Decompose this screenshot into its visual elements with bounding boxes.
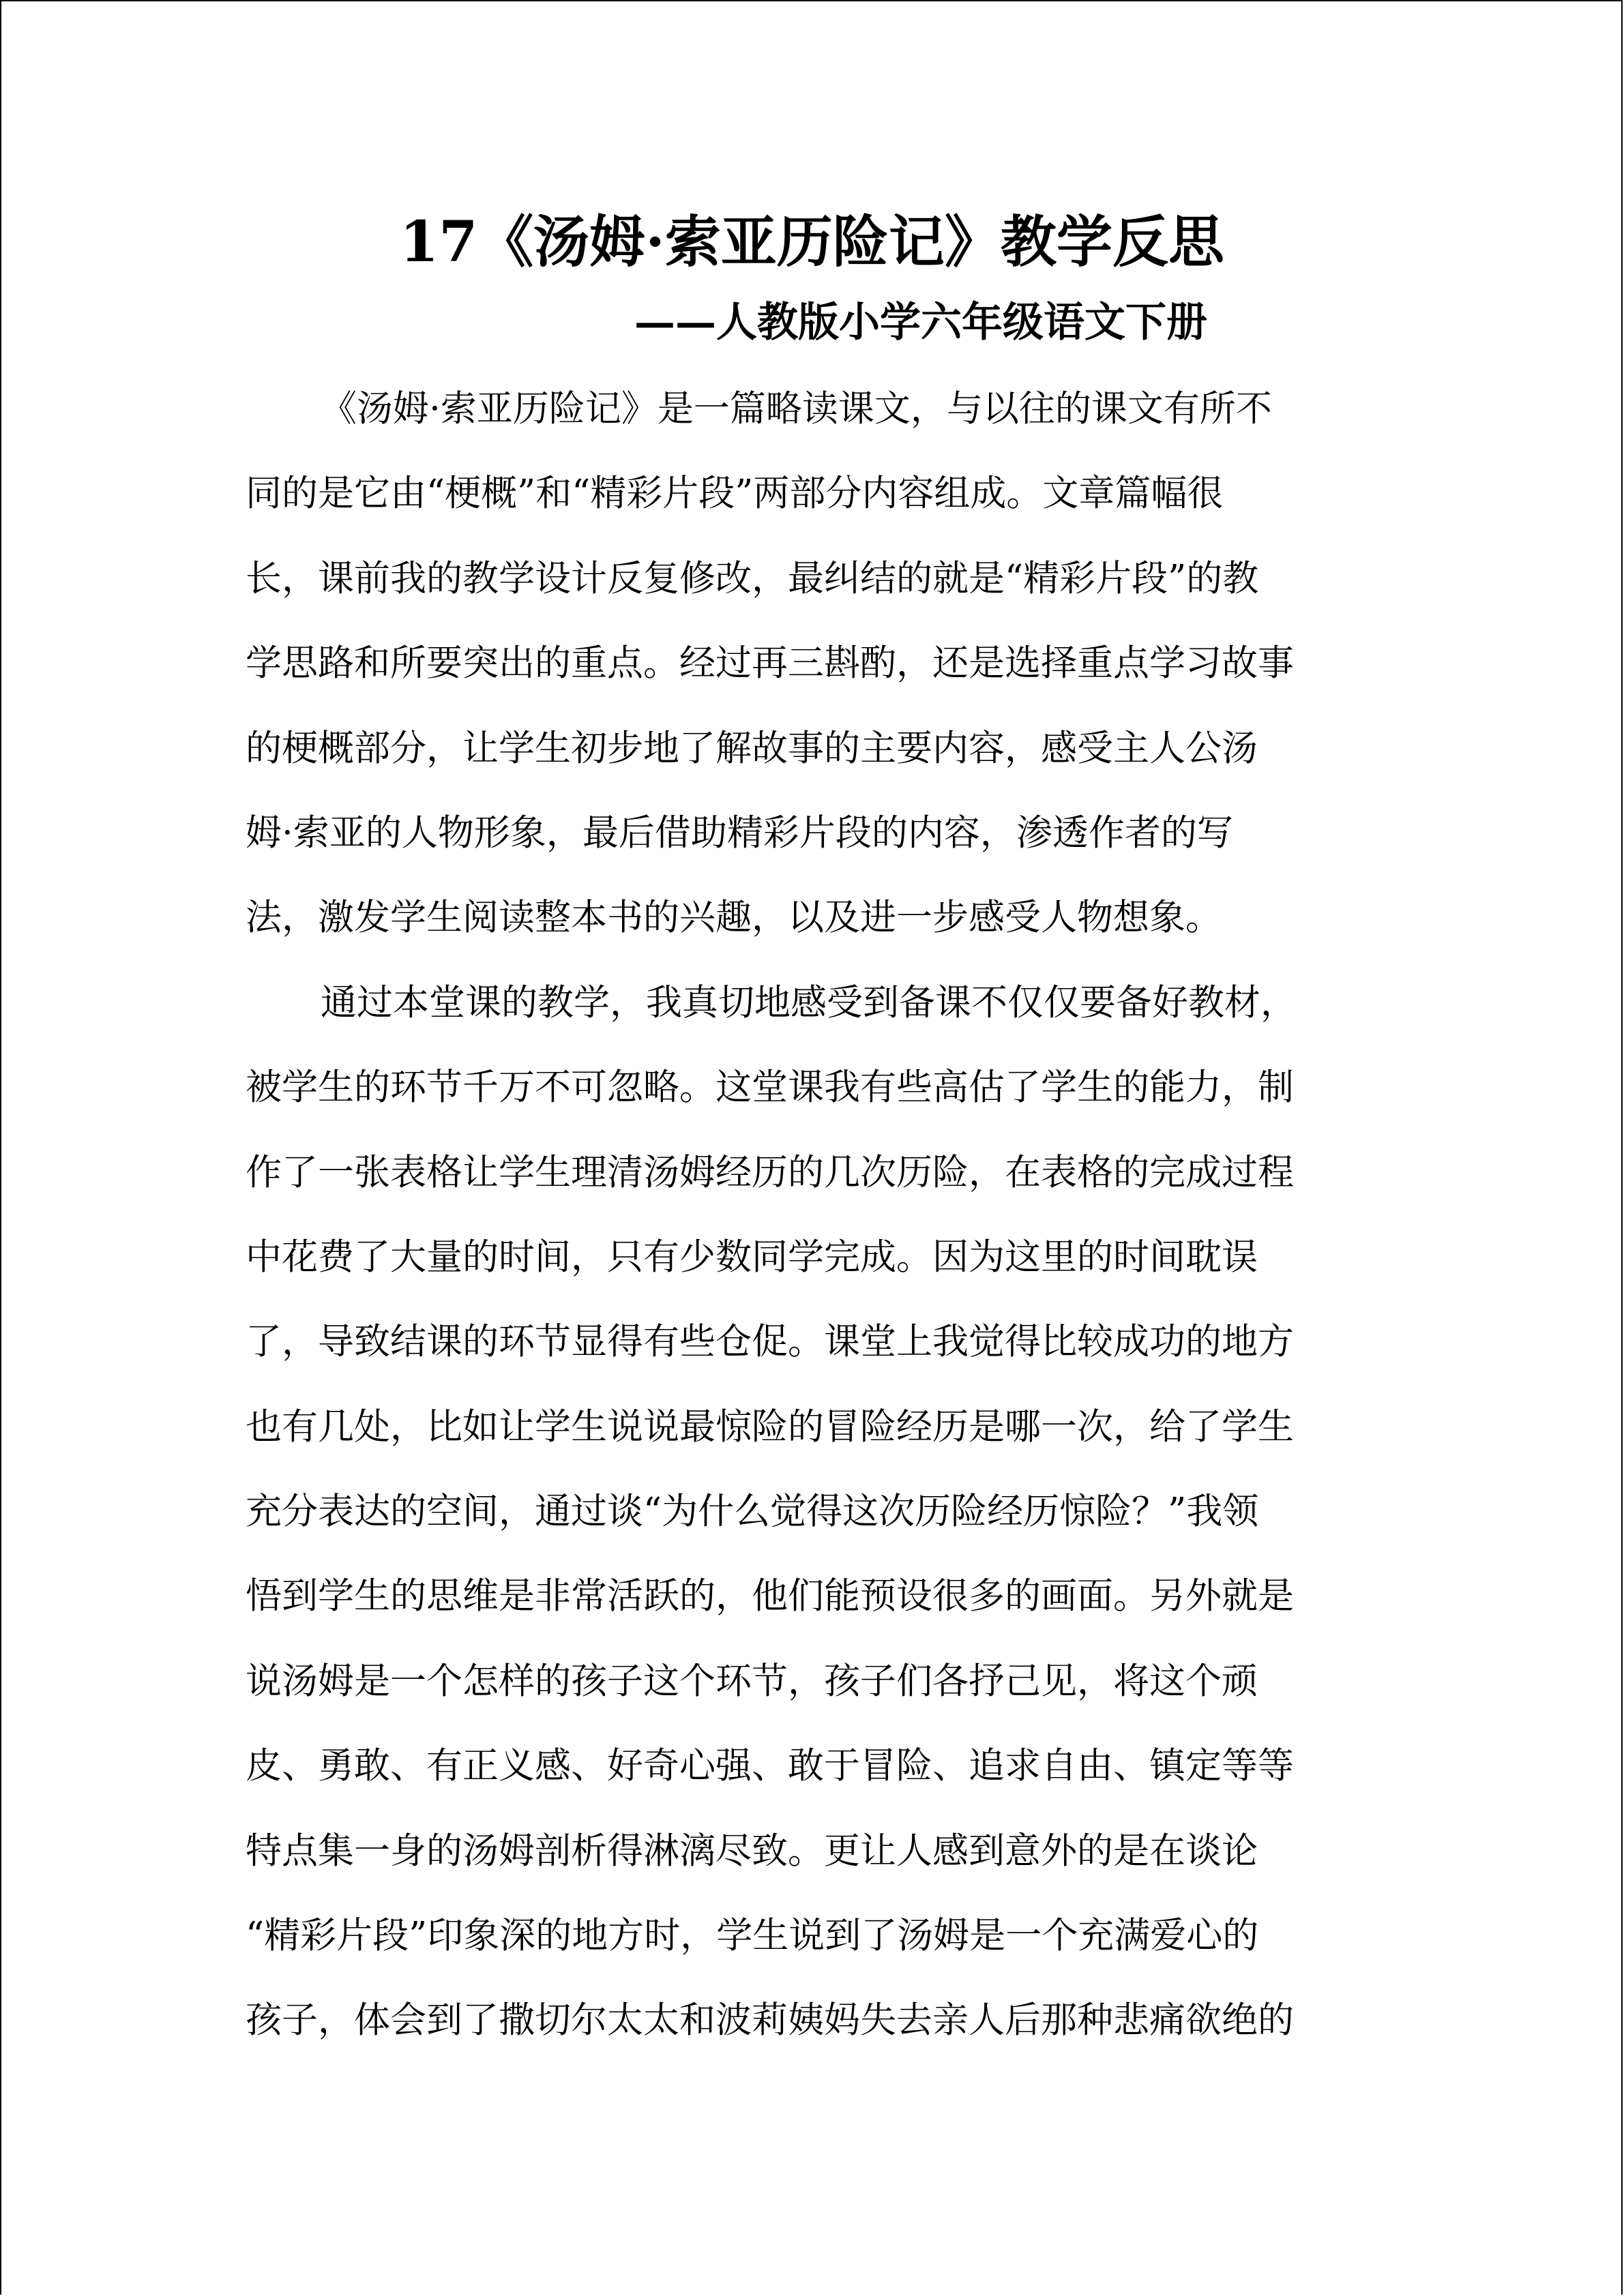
paragraph-line: 中花费了大量的时间，只有少数同学完成。因为这里的时间耽误 [246, 1236, 1258, 1278]
paragraph-line: 说汤姆是一个怎样的孩子这个环节，孩子们各抒己见，将这个顽 [246, 1660, 1258, 1702]
paragraph-line: 也有几处，比如让学生说说最惊险的冒险经历是哪一次，给了学生 [246, 1405, 1294, 1448]
paragraph-line: 长，课前我的教学设计反复修改，最纠结的就是“精彩片段”的教 [246, 557, 1259, 599]
paragraph-line: 作了一张表格让学生理清汤姆经历的几次历险，在表格的完成过程 [246, 1151, 1294, 1193]
paragraph-line: 同的是它由“梗概”和“精彩片段”两部分内容组成。文章篇幅很 [246, 473, 1224, 515]
document-body [246, 378, 1364, 2075]
paragraph-line: 皮、勇敢、有正义感、好奇心强、敢于冒险、追求自由、镇定等等 [246, 1745, 1294, 1787]
paragraph-line: 通过本堂课的教学，我真切地感受到备课不仅仅要备好教材， [321, 981, 1297, 1024]
paragraph-line: 法，激发学生阅读整本书的兴趣，以及进一步感受人物想象。 [246, 897, 1222, 939]
paragraph-line: 充分表达的空间，通过谈“为什么觉得这次历险经历惊险？”我领 [246, 1491, 1259, 1533]
paragraph-line: 孩子，体会到了撒切尔太太和波莉姨妈失去亲人后那种悲痛欲绝的 [246, 1999, 1294, 2042]
paragraph-line: “精彩片段”印象深的地方时，学生说到了汤姆是一个充满爱心的 [246, 1915, 1259, 1957]
document-title: 17《汤姆·索亚历险记》教学反思 [400, 209, 1224, 275]
paragraph-line: 特点集一身的汤姆剖析得淋漓尽致。更让人感到意外的是在谈论 [246, 1830, 1258, 1872]
paragraph-line: 姆·索亚的人物形象，最后借助精彩片段的内容，渗透作者的写 [246, 811, 1233, 854]
paragraph-line: 悟到学生的思维是非常活跃的，他们能预设很多的画面。另外就是 [246, 1575, 1294, 1617]
paragraph-line: 的梗概部分，让学生初步地了解故事的主要内容，感受主人公汤 [246, 727, 1258, 769]
document-subtitle: ——人教版小学六年级语文下册 [634, 299, 1207, 346]
paragraph-line: 了，导致结课的环节显得有些仓促。课堂上我觉得比较成功的地方 [246, 1321, 1294, 1363]
paragraph-line: 被学生的环节千万不可忽略。这堂课我有些高估了学生的能力，制 [246, 1067, 1294, 1109]
paragraph-line: 《汤姆·索亚历险记》是一篇略读课文，与以往的课文有所不 [321, 388, 1272, 430]
paragraph-line: 学思路和所要突出的重点。经过再三斟酌，还是选择重点学习故事 [246, 642, 1294, 685]
